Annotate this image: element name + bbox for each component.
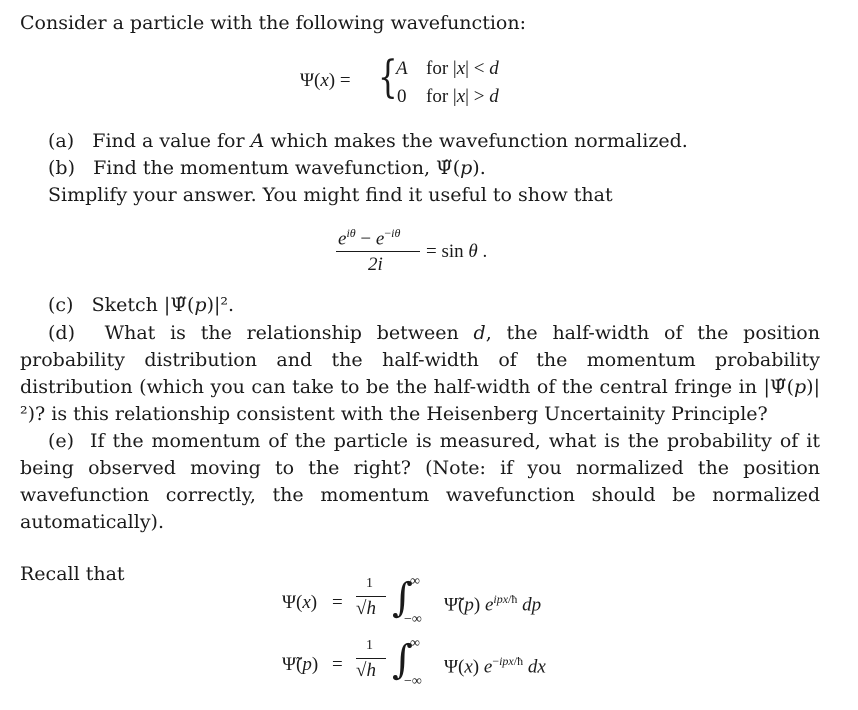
part-b-label: (b)	[48, 157, 75, 179]
eq2-equals: =	[332, 654, 343, 675]
part-e-label: (e)	[48, 430, 75, 452]
identity-denominator: 2i	[368, 254, 383, 275]
part-c-text: Sketch |Ψ̃(p)|².	[91, 294, 235, 316]
part-d	[20, 320, 820, 428]
part-b	[48, 157, 486, 179]
eq2-upper: ∞	[410, 636, 420, 651]
eq1-integral-sign: ∫	[392, 575, 413, 621]
case-1-value: A	[396, 58, 408, 79]
part-a	[48, 130, 688, 152]
eq1-coef-bar	[356, 596, 386, 597]
eq2-coef-den: √h	[356, 660, 376, 681]
identity-rhs: = sin θ .	[426, 241, 488, 262]
eq1-upper: ∞	[410, 574, 420, 589]
eq1-coef-num: 1	[366, 576, 373, 591]
eq1-lower: −∞	[404, 612, 422, 627]
part-e	[20, 428, 820, 536]
equation-lhs: Ψ(x) =	[300, 70, 351, 91]
part-c-label: (c)	[48, 294, 74, 316]
eq2-lower: −∞	[404, 674, 422, 689]
eq2-integrand: Ψ(x) $e^{-ipx/ħ}$ dx	[444, 654, 546, 678]
recall-label: Recall that	[20, 563, 125, 585]
eq2-coef-num: 1	[366, 638, 373, 653]
case-2-value: 0	[397, 86, 407, 107]
identity-numerator: $e^{i\theta} - e^{-i\theta}$	[338, 226, 401, 250]
hint-text: Simplify your answer. You might find it useful to show that	[48, 184, 613, 206]
eq1-coef-den: √h	[356, 598, 376, 619]
eq2-integral-sign: ∫	[392, 637, 413, 683]
eq1-lhs: Ψ(x)	[282, 592, 318, 613]
left-brace: {	[378, 52, 398, 103]
intro-text: Consider a particle with the following wavefunction:	[20, 12, 526, 34]
identity-fraction-bar	[336, 251, 420, 252]
part-a-text: Find a value for A which makes the wavefunction normalized.	[92, 130, 688, 152]
eq1-equals: =	[332, 592, 343, 613]
part-d-text: What is the relationship between d, the half-width of the position probability distribution and the half-width of the momentum probability distribution (which you can take to be the half-width of the central fringe in |Ψ̃(p)|²)? is this relationship consistent with the Heisenberg Uncertainity Principle?	[20, 322, 820, 425]
eq2-coef-bar	[356, 658, 386, 659]
part-d-label: (d)	[48, 322, 75, 344]
part-a-label: (a)	[48, 130, 75, 152]
eq1-integrand: Ψ̃(p) $e^{ipx/ħ}$ dp	[444, 592, 542, 616]
part-c	[48, 294, 234, 316]
case-1-condition: for |x| < d	[426, 58, 499, 79]
case-2-condition: for |x| > d	[426, 86, 499, 107]
part-b-text: Find the momentum wavefunction, Ψ̃(p).	[93, 157, 486, 179]
eq2-lhs: Ψ̃(p)	[282, 654, 319, 675]
part-e-text: If the momentum of the particle is measured, what is the probability of it being observed moving to the right? (Note: if you normalized the position wavefunction correctly, the momentum wavefunction should be normalized automatically).	[20, 430, 820, 533]
